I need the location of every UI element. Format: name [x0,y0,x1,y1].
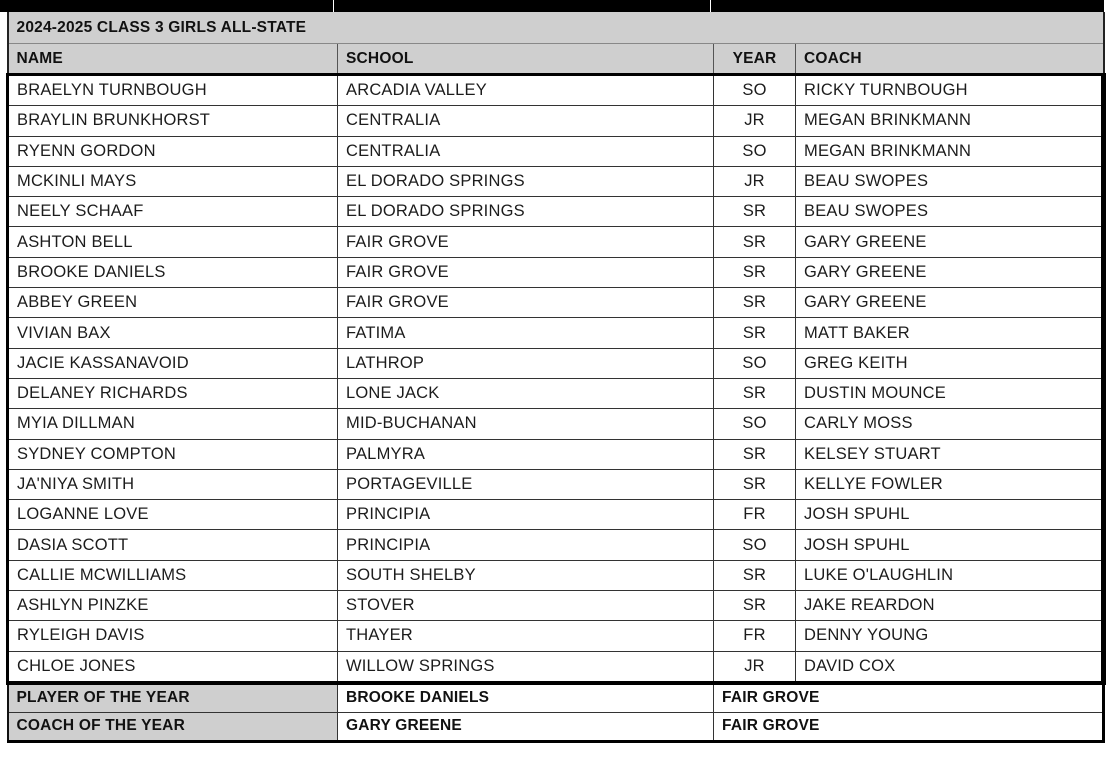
award-school: FAIR GROVE [714,683,1104,713]
player-name: BRAELYN TURNBOUGH [8,75,338,106]
column-header-year: YEAR [714,44,796,75]
player-name: BROOKE DANIELS [8,257,338,287]
player-coach: KELSEY STUART [796,439,1104,469]
player-school: EL DORADO SPRINGS [338,197,714,227]
player-coach: GREG KEITH [796,348,1104,378]
all-state-table [6,12,1106,743]
title-row [8,12,1104,44]
table-row [8,409,1104,439]
player-year: SR [714,227,796,257]
player-school: PALMYRA [338,439,714,469]
player-list [8,75,1104,683]
column-header-name: NAME [8,44,338,75]
player-coach: LUKE O'LAUGHLIN [796,560,1104,590]
player-coach: MEGAN BRINKMANN [796,136,1104,166]
player-year: JR [714,651,796,683]
award-row [8,683,1104,713]
player-year: SR [714,378,796,408]
top-border-bar [0,0,1104,12]
player-year: FR [714,500,796,530]
player-school: CENTRALIA [338,106,714,136]
player-year: FR [714,621,796,651]
player-year: SR [714,197,796,227]
award-row [8,712,1104,741]
player-year: JR [714,106,796,136]
all-state-table-frame [6,12,1102,743]
player-year: SR [714,591,796,621]
player-school: FAIR GROVE [338,288,714,318]
table-row [8,106,1104,136]
player-name: DASIA SCOTT [8,530,338,560]
player-year: SO [714,409,796,439]
player-coach: DAVID COX [796,651,1104,683]
player-year: SR [714,439,796,469]
player-year: SR [714,288,796,318]
player-school: THAYER [338,621,714,651]
column-header-school: SCHOOL [338,44,714,75]
player-coach: GARY GREENE [796,257,1104,287]
header-row [8,44,1104,75]
player-coach: CARLY MOSS [796,409,1104,439]
player-year: JR [714,166,796,196]
player-school: FAIR GROVE [338,257,714,287]
award-label: PLAYER OF THE YEAR [8,683,338,713]
table-row [8,166,1104,196]
player-coach: MEGAN BRINKMANN [796,106,1104,136]
player-year: SO [714,136,796,166]
player-school: PORTAGEVILLE [338,469,714,499]
table-row [8,439,1104,469]
table-row [8,348,1104,378]
player-name: ASHTON BELL [8,227,338,257]
player-year: SO [714,75,796,106]
player-name: JA'NIYA SMITH [8,469,338,499]
player-school: FATIMA [338,318,714,348]
player-school: MID-BUCHANAN [338,409,714,439]
player-school: LONE JACK [338,378,714,408]
player-coach: KELLYE FOWLER [796,469,1104,499]
player-coach: BEAU SWOPES [796,197,1104,227]
player-year: SO [714,530,796,560]
table-row [8,136,1104,166]
player-coach: MATT BAKER [796,318,1104,348]
player-name: LOGANNE LOVE [8,500,338,530]
table-row [8,500,1104,530]
awards-list [8,683,1104,742]
table-row [8,378,1104,408]
player-school: FAIR GROVE [338,227,714,257]
table-row [8,651,1104,683]
player-year: SR [714,560,796,590]
player-coach: BEAU SWOPES [796,166,1104,196]
award-label: COACH OF THE YEAR [8,712,338,741]
player-coach: JOSH SPUHL [796,530,1104,560]
player-name: CHLOE JONES [8,651,338,683]
award-winner: BROOKE DANIELS [338,683,714,713]
player-school: PRINCIPIA [338,500,714,530]
player-name: SYDNEY COMPTON [8,439,338,469]
player-school: ARCADIA VALLEY [338,75,714,106]
player-coach: GARY GREENE [796,288,1104,318]
table-row [8,197,1104,227]
player-name: DELANEY RICHARDS [8,378,338,408]
table-row [8,469,1104,499]
award-winner: GARY GREENE [338,712,714,741]
table-row [8,621,1104,651]
player-year: SR [714,257,796,287]
table-row [8,227,1104,257]
player-coach: DUSTIN MOUNCE [796,378,1104,408]
player-school: PRINCIPIA [338,530,714,560]
player-coach: JAKE REARDON [796,591,1104,621]
table-row [8,591,1104,621]
table-row [8,530,1104,560]
player-name: RYLEIGH DAVIS [8,621,338,651]
player-name: BRAYLIN BRUNKHORST [8,106,338,136]
table-row [8,75,1104,106]
player-coach: JOSH SPUHL [796,500,1104,530]
player-name: MCKINLI MAYS [8,166,338,196]
table-row [8,288,1104,318]
player-name: RYENN GORDON [8,136,338,166]
player-school: CENTRALIA [338,136,714,166]
table-row [8,257,1104,287]
player-name: ASHLYN PINZKE [8,591,338,621]
column-header-coach: COACH [796,44,1104,75]
player-name: MYIA DILLMAN [8,409,338,439]
player-school: LATHROP [338,348,714,378]
player-name: CALLIE MCWILLIAMS [8,560,338,590]
player-year: SR [714,318,796,348]
table-row [8,318,1104,348]
table-title: 2024-2025 CLASS 3 GIRLS ALL-STATE [8,12,1104,44]
award-school: FAIR GROVE [714,712,1104,741]
table-row [8,560,1104,590]
player-school: STOVER [338,591,714,621]
player-name: VIVIAN BAX [8,318,338,348]
player-school: WILLOW SPRINGS [338,651,714,683]
player-coach: GARY GREENE [796,227,1104,257]
player-coach: DENNY YOUNG [796,621,1104,651]
player-name: NEELY SCHAAF [8,197,338,227]
player-school: EL DORADO SPRINGS [338,166,714,196]
player-name: JACIE KASSANAVOID [8,348,338,378]
player-coach: RICKY TURNBOUGH [796,75,1104,106]
player-name: ABBEY GREEN [8,288,338,318]
player-year: SR [714,469,796,499]
player-school: SOUTH SHELBY [338,560,714,590]
player-year: SO [714,348,796,378]
